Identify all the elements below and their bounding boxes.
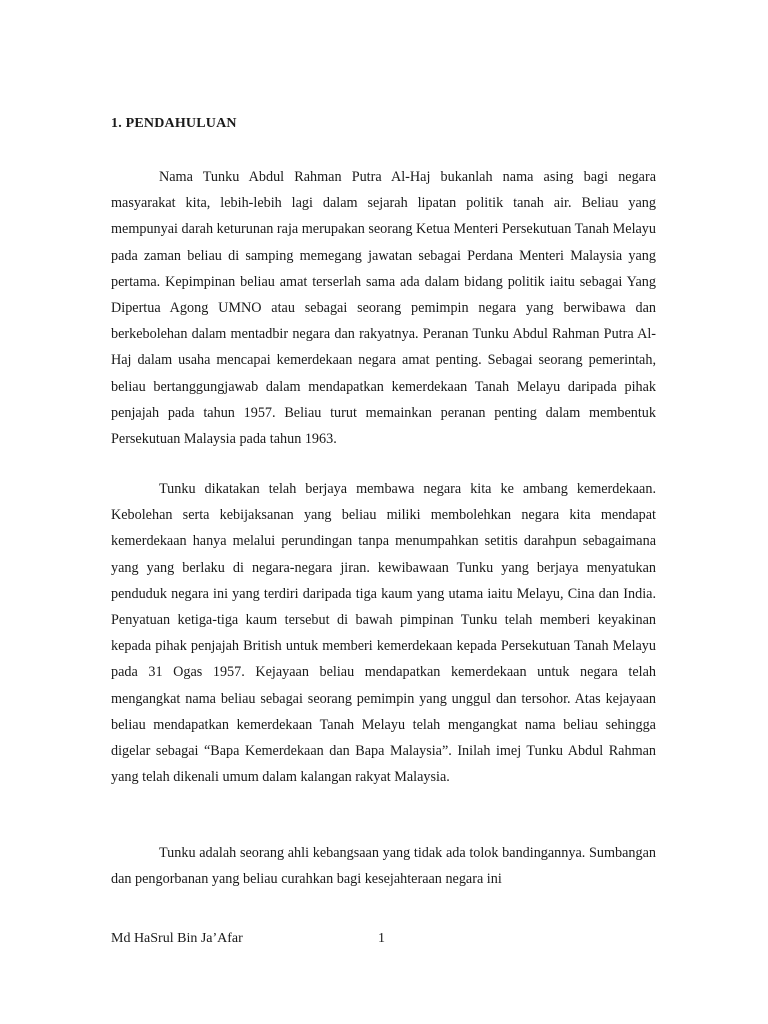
section-heading: 1. PENDAHULUAN xyxy=(111,116,237,131)
footer-author: Md HaSrul Bin Ja’Afar xyxy=(111,931,243,946)
paragraph-nationalist: Tunku adalah seorang ahli kebangsaan yang tidak ada tolok bandingannya. Sumbangan dan pengorbanan yang beliau curahkan bagi kesejahteraan negara ini xyxy=(111,845,656,888)
paragraph-introduction: Nama Tunku Abdul Rahman Putra Al-Haj bukanlah nama asing bagi negara masyarakat kita, lebih-lebih lagi dalam sejarah lipatan politik tanah air. Beliau yang mempunyai darah keturunan raja merupakan seorang Ketua Menteri Persekutuan Tanah Melayu pada zaman beliau di samping memegang jawatan sebagai Perdana Menteri Malaysia yang pertama. Kepimpinan beliau amat terserlah sama ada dalam bidang politik iaitu sebagai Yang Dipertua Agong UMNO atau sebagai seorang pemimpin negara yang berwibawa dan berkebolehan dalam mentadbir negara dan rakyatnya. Peranan Tunku Abdul Rahman Putra Al-Haj dalam usaha mencapai kemerdekaan negara amat penting. Sebagai seorang pemerintah, beliau bertanggungjawab dalam mendapatkan kemerdekaan Tanah Melayu daripada pihak penjajah pada tahun 1957. Beliau turut memainkan peranan penting dalam membentuk Persekutuan Malaysia pada tahun 1963. xyxy=(111,169,656,448)
paragraph-independence: Tunku dikatakan telah berjaya membawa negara kita ke ambang kemerdekaan. Kebolehan serta kebijaksanan yang beliau miliki membolehkan negara kita mendapat kemerdekaan hanya melalui perundingan tanpa menumpahkan setitis darahpun sebagaimana yang yang berlaku di negara-negara jiran. kewibawaan Tunku yang berjaya menyatukan penduduk negara ini yang terdiri daripada tiga kaum yang utama iaitu Melayu, Cina dan India. Penyatuan ketiga-tiga kaum tersebut di bawah pimpinan Tunku telah memberi keyakinan kepada pihak penjajah British untuk memberi kemerdekaan kepada Persekutuan Tanah Melayu pada 31 Ogas 1957. Kejayaan beliau mendapatkan kemerdekaan untuk negara telah mengangkat nama beliau sebagai seorang pemimpin yang unggul dan tersohor. Atas kejayaan beliau mendapatkan kemerdekaan Tanah Melayu telah mengangkat nama beliau sehingga digelar sebagai “Bapa Kemerdekaan dan Bapa Malaysia”. Inilah imej Tunku Abdul Rahman yang telah dikenali umum dalam kalangan rakyat Malaysia. xyxy=(111,481,656,786)
page-number: 1 xyxy=(378,931,385,946)
